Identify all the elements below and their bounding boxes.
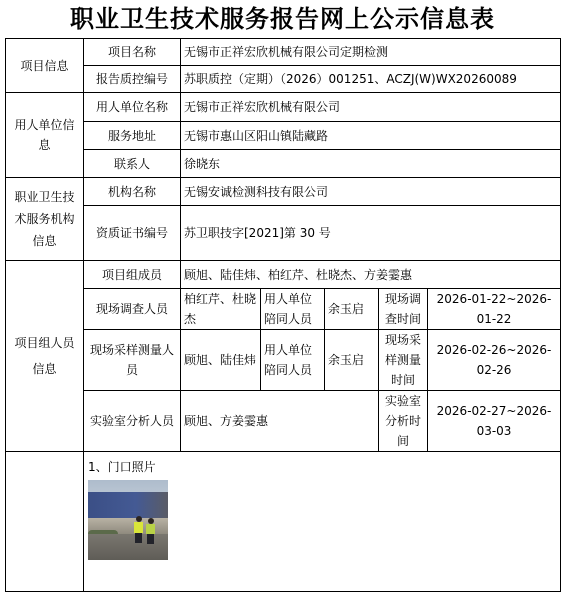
gate-photo-label: 1、门口照片: [88, 460, 156, 474]
institution-name-value: 无锡安诚检测科技有限公司: [181, 178, 561, 206]
sampling-staff-label: 现场采样测量人员: [84, 330, 181, 391]
survey-escort-label: 用人单位陪同人员: [261, 289, 325, 330]
employer-name-label: 用人单位名称: [84, 93, 181, 122]
project-name-label: 项目名称: [84, 39, 181, 66]
table-row: [6, 93, 561, 122]
survey-time-value: 2026-01-22~2026-01-22: [428, 289, 561, 330]
lab-time-label: 实验室分析时间: [379, 391, 428, 452]
table-row: [6, 330, 561, 391]
members-value: 顾旭、陆佳炜、柏红芹、杜晓杰、方姜霎惠: [181, 261, 561, 289]
personnel-info-section-label: 项目组人员信息: [6, 261, 84, 452]
contact-label: 联系人: [84, 150, 181, 178]
table-row: [6, 206, 561, 261]
sampling-time-label: 现场采样测量时间: [379, 330, 428, 391]
photo-section-blank: [6, 452, 84, 592]
photo-cell: [84, 452, 561, 592]
survey-time-label: 现场调查时间: [379, 289, 428, 330]
sampling-time-value: 2026-02-26~2026-02-26: [428, 330, 561, 391]
service-address-value: 无锡市惠山区阳山镇陆藏路: [181, 122, 561, 150]
sampling-staff-value: 顾旭、陆佳炜: [181, 330, 261, 391]
report-number-value: 苏职质控（定期）（2026）001251、ACZJ(W)WX20260089: [181, 66, 561, 93]
institution-name-label: 机构名称: [84, 178, 181, 206]
disclosure-table: [5, 38, 561, 592]
survey-escort-value: 余玉启: [325, 289, 379, 330]
gate-photo: [88, 480, 168, 560]
certificate-number-value: 苏卫职技字[2021]第 30 号: [181, 206, 561, 261]
survey-staff-label: 现场调查人员: [84, 289, 181, 330]
survey-staff-value: 柏红芹、杜晓杰: [181, 289, 261, 330]
project-name-value: 无锡市正祥宏欣机械有限公司定期检测: [181, 39, 561, 66]
table-row: [6, 261, 561, 289]
contact-value: 徐晓东: [181, 150, 561, 178]
sampling-escort-label: 用人单位陪同人员: [261, 330, 325, 391]
service-address-label: 服务地址: [84, 122, 181, 150]
page-title: 职业卫生技术服务报告网上公示信息表: [70, 4, 495, 33]
table-row: [6, 122, 561, 150]
employer-info-section-label: 用人单位信息: [6, 93, 84, 178]
table-row: [6, 150, 561, 178]
sampling-escort-value: 余玉启: [325, 330, 379, 391]
table-row: [6, 66, 561, 93]
certificate-number-label: 资质证书编号: [84, 206, 181, 261]
lab-staff-value: 顾旭、方姜霎惠: [181, 391, 379, 452]
table-row: [6, 452, 561, 592]
lab-staff-label: 实验室分析人员: [84, 391, 181, 452]
report-number-label: 报告质控编号: [84, 66, 181, 93]
lab-time-value: 2026-02-27~2026-03-03: [428, 391, 561, 452]
table-row: [6, 178, 561, 206]
members-label: 项目组成员: [84, 261, 181, 289]
table-row: [6, 39, 561, 66]
table-row: [6, 391, 561, 452]
project-info-section-label: 项目信息: [6, 39, 84, 93]
table-row: [6, 289, 561, 330]
employer-name-value: 无锡市正祥宏欣机械有限公司: [181, 93, 561, 122]
institution-info-section-label: 职业卫生技术服务机构信息: [6, 178, 84, 261]
